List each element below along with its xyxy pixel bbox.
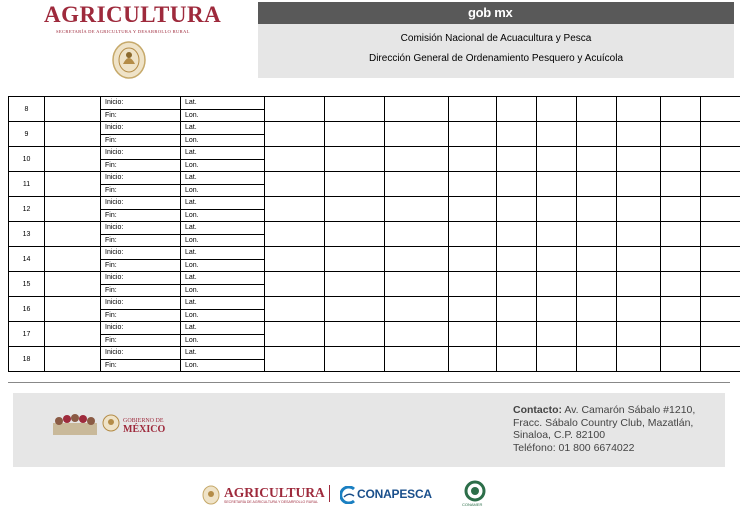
conapesca-logo-icon <box>340 486 356 504</box>
logo-divider <box>329 485 330 502</box>
blank-cell[interactable] <box>577 297 617 322</box>
inicio-label: Inicio: <box>101 322 181 335</box>
blank-cell[interactable] <box>617 272 661 297</box>
blank-cell[interactable] <box>617 147 661 172</box>
inicio-label: Inicio: <box>101 97 181 110</box>
blank-cell[interactable] <box>325 247 385 272</box>
blank-cell[interactable] <box>325 322 385 347</box>
fin-label: Fin: <box>101 259 181 272</box>
blank-cell[interactable] <box>617 97 661 122</box>
table-row <box>9 322 740 335</box>
blank-cell[interactable] <box>537 322 577 347</box>
lon-label: Lon. <box>181 284 265 297</box>
blank-cell[interactable] <box>497 297 537 322</box>
blank-cell[interactable] <box>449 247 497 272</box>
lat-label: Lat. <box>181 197 265 210</box>
contact-address: Av. Camarón Sábalo #1210, Fracc. Sábalo Country Club, Mazatlán, Sinaloa, C.P. 82100 <box>513 404 696 441</box>
table-row <box>9 347 740 360</box>
blank-cell[interactable] <box>449 297 497 322</box>
table-row <box>9 272 740 285</box>
blank-cell[interactable] <box>325 222 385 247</box>
blank-cell[interactable] <box>577 97 617 122</box>
blank-cell[interactable] <box>45 197 101 222</box>
agricultura-label: AGRICULTURA <box>224 485 325 500</box>
blank-cell[interactable] <box>325 147 385 172</box>
blank-cell[interactable] <box>617 247 661 272</box>
blank-cell[interactable] <box>325 122 385 147</box>
lon-label: Lon. <box>181 334 265 347</box>
blank-cell[interactable] <box>537 172 577 197</box>
inicio-label: Inicio: <box>101 222 181 235</box>
fin-label: Fin: <box>101 134 181 147</box>
blank-cell[interactable] <box>577 272 617 297</box>
blank-cell[interactable] <box>265 347 325 372</box>
inicio-label: Inicio: <box>101 272 181 285</box>
blank-cell[interactable] <box>265 297 325 322</box>
fin-label: Fin: <box>101 184 181 197</box>
blank-cell[interactable] <box>661 147 701 172</box>
blank-cell[interactable] <box>265 147 325 172</box>
blank-cell[interactable] <box>701 122 740 147</box>
table-row <box>9 297 740 310</box>
blank-cell[interactable] <box>449 222 497 247</box>
fin-label: Fin: <box>101 234 181 247</box>
blank-cell[interactable] <box>265 322 325 347</box>
national-seal-icon <box>110 40 148 80</box>
gob-mx-logo[interactable]: gob mx <box>468 5 513 20</box>
blank-cell[interactable] <box>497 97 537 122</box>
blank-cell[interactable] <box>537 222 577 247</box>
row-number: 8 <box>9 97 45 122</box>
table-row <box>9 222 740 235</box>
agricultura-sublabel: SECRETARÍA DE AGRICULTURA Y DESARROLLO RURAL <box>224 500 319 504</box>
lon-label: Lon. <box>181 359 265 372</box>
blank-cell[interactable] <box>661 122 701 147</box>
blank-cell[interactable] <box>701 272 740 297</box>
blank-cell[interactable] <box>325 172 385 197</box>
contact-phone[interactable]: Teléfono: 01 800 6674022 <box>513 441 635 454</box>
lon-label: Lon. <box>181 234 265 247</box>
blank-cell[interactable] <box>45 97 101 122</box>
blank-cell[interactable] <box>385 247 449 272</box>
blank-cell[interactable] <box>701 147 740 172</box>
lat-label: Lat. <box>181 322 265 335</box>
blank-cell[interactable] <box>449 97 497 122</box>
blank-cell[interactable] <box>701 97 740 122</box>
blank-cell[interactable] <box>449 172 497 197</box>
row-number: 15 <box>9 272 45 297</box>
blank-cell[interactable] <box>45 247 101 272</box>
row-number: 10 <box>9 147 45 172</box>
lon-label: Lon. <box>181 309 265 322</box>
blank-cell[interactable] <box>661 197 701 222</box>
lat-label: Lat. <box>181 247 265 260</box>
row-number: 11 <box>9 172 45 197</box>
blank-cell[interactable] <box>325 97 385 122</box>
blank-cell[interactable] <box>45 222 101 247</box>
fin-label: Fin: <box>101 309 181 322</box>
contact-info <box>513 404 723 454</box>
lon-label: Lon. <box>181 134 265 147</box>
blank-cell[interactable] <box>617 347 661 372</box>
gob-mx-bar <box>258 2 734 24</box>
blank-cell[interactable] <box>661 247 701 272</box>
blank-cell[interactable] <box>449 347 497 372</box>
blank-cell[interactable] <box>577 222 617 247</box>
blank-cell[interactable] <box>385 122 449 147</box>
blank-cell[interactable] <box>45 147 101 172</box>
blank-cell[interactable] <box>497 122 537 147</box>
row-number: 18 <box>9 347 45 372</box>
blank-cell[interactable] <box>617 197 661 222</box>
table-row <box>9 197 740 210</box>
agricultura-partner-logo <box>202 484 325 506</box>
lon-label: Lon. <box>181 259 265 272</box>
gov-header-panel <box>258 2 734 78</box>
blank-cell[interactable] <box>661 222 701 247</box>
blank-cell[interactable] <box>45 272 101 297</box>
blank-cell[interactable] <box>701 347 740 372</box>
blank-cell[interactable] <box>265 172 325 197</box>
table-row <box>9 147 740 160</box>
blank-cell[interactable] <box>325 272 385 297</box>
fin-label: Fin: <box>101 359 181 372</box>
blank-cell[interactable] <box>577 147 617 172</box>
blank-cell[interactable] <box>537 272 577 297</box>
blank-cell[interactable] <box>537 122 577 147</box>
conapesca-logo <box>340 483 440 507</box>
blank-cell[interactable] <box>449 197 497 222</box>
table-row <box>9 172 740 185</box>
contact-footer <box>13 393 725 467</box>
blank-cell[interactable] <box>385 147 449 172</box>
row-number: 17 <box>9 322 45 347</box>
blank-cell[interactable] <box>497 272 537 297</box>
lon-label: Lon. <box>181 159 265 172</box>
blank-cell[interactable] <box>385 172 449 197</box>
national-seal-icon <box>202 485 220 505</box>
lat-label: Lat. <box>181 272 265 285</box>
blank-cell[interactable] <box>577 347 617 372</box>
eagle-emblem-icon <box>103 415 119 431</box>
blank-cell[interactable] <box>449 272 497 297</box>
fin-label: Fin: <box>101 209 181 222</box>
gobierno-mexico-logo <box>53 409 183 437</box>
blank-cell[interactable] <box>617 322 661 347</box>
fin-label: Fin: <box>101 284 181 297</box>
brand-subtitle: SECRETARÍA DE AGRICULTURA Y DESARROLLO RURAL <box>56 29 190 34</box>
blank-cell[interactable] <box>385 97 449 122</box>
blank-cell[interactable] <box>701 297 740 322</box>
inicio-label: Inicio: <box>101 247 181 260</box>
conamer-label: CONAMER <box>462 502 483 507</box>
blank-cell[interactable] <box>385 297 449 322</box>
blank-cell[interactable] <box>45 172 101 197</box>
blank-cell[interactable] <box>497 347 537 372</box>
blank-cell[interactable] <box>701 322 740 347</box>
blank-cell[interactable] <box>537 97 577 122</box>
blank-cell[interactable] <box>265 272 325 297</box>
heroes-logo-icon <box>53 414 97 435</box>
blank-cell[interactable] <box>617 297 661 322</box>
blank-cell[interactable] <box>617 122 661 147</box>
blank-cell[interactable] <box>45 322 101 347</box>
lon-label: Lon. <box>181 209 265 222</box>
lat-label: Lat. <box>181 97 265 110</box>
blank-cell[interactable] <box>45 297 101 322</box>
inicio-label: Inicio: <box>101 347 181 360</box>
blank-cell[interactable] <box>497 197 537 222</box>
lon-label: Lon. <box>181 184 265 197</box>
blank-cell[interactable] <box>45 122 101 147</box>
blank-cell[interactable] <box>661 272 701 297</box>
contact-label: Contacto: <box>513 404 562 416</box>
row-number: 14 <box>9 247 45 272</box>
blank-cell[interactable] <box>661 172 701 197</box>
lat-label: Lat. <box>181 122 265 135</box>
inicio-label: Inicio: <box>101 297 181 310</box>
blank-cell[interactable] <box>265 222 325 247</box>
lat-label: Lat. <box>181 222 265 235</box>
agricultura-logo <box>44 2 224 82</box>
gov-logo-country: MÉXICO <box>123 424 166 435</box>
row-number: 9 <box>9 122 45 147</box>
blank-cell[interactable] <box>701 222 740 247</box>
blank-cell[interactable] <box>661 347 701 372</box>
blank-cell[interactable] <box>265 197 325 222</box>
blank-cell[interactable] <box>577 122 617 147</box>
blank-cell[interactable] <box>325 297 385 322</box>
blank-cell[interactable] <box>497 247 537 272</box>
blank-cell[interactable] <box>701 247 740 272</box>
lat-label: Lat. <box>181 172 265 185</box>
row-number: 12 <box>9 197 45 222</box>
table-row <box>9 122 740 135</box>
blank-cell[interactable] <box>449 122 497 147</box>
table-row <box>9 247 740 260</box>
blank-cell[interactable] <box>537 197 577 222</box>
blank-cell[interactable] <box>497 322 537 347</box>
blank-cell[interactable] <box>537 147 577 172</box>
blank-cell[interactable] <box>385 322 449 347</box>
conamer-logo-icon <box>464 480 486 502</box>
conapesca-label: CONAPESCA <box>357 487 432 501</box>
brand-title: AGRICULTURA <box>44 2 222 27</box>
gov-logo-title: GOBIERNO DE <box>123 418 164 424</box>
blank-cell[interactable] <box>617 172 661 197</box>
lat-label: Lat. <box>181 347 265 360</box>
partner-logos <box>0 480 740 510</box>
agency-name: Comisión Nacional de Acuacultura y Pesca <box>400 33 592 44</box>
blank-cell[interactable] <box>577 172 617 197</box>
divider <box>8 382 730 383</box>
inicio-label: Inicio: <box>101 197 181 210</box>
blank-cell[interactable] <box>537 297 577 322</box>
blank-cell[interactable] <box>385 347 449 372</box>
blank-cell[interactable] <box>265 247 325 272</box>
blank-cell[interactable] <box>577 322 617 347</box>
fin-label: Fin: <box>101 159 181 172</box>
blank-cell[interactable] <box>617 222 661 247</box>
blank-cell[interactable] <box>537 247 577 272</box>
blank-cell[interactable] <box>325 347 385 372</box>
blank-cell[interactable] <box>577 247 617 272</box>
lat-label: Lat. <box>181 147 265 160</box>
inicio-label: Inicio: <box>101 147 181 160</box>
blank-cell[interactable] <box>449 322 497 347</box>
blank-cell[interactable] <box>701 172 740 197</box>
blank-cell[interactable] <box>265 122 325 147</box>
fin-label: Fin: <box>101 109 181 122</box>
blank-cell[interactable] <box>385 197 449 222</box>
agency-department: Dirección General de Ordenamiento Pesquero y Acuícola <box>368 53 624 64</box>
blank-cell[interactable] <box>701 197 740 222</box>
inicio-label: Inicio: <box>101 172 181 185</box>
blank-cell[interactable] <box>497 222 537 247</box>
blank-cell[interactable] <box>537 347 577 372</box>
blank-cell[interactable] <box>497 147 537 172</box>
fishing-log-table <box>8 96 740 372</box>
blank-cell[interactable] <box>661 297 701 322</box>
lat-label: Lat. <box>181 297 265 310</box>
blank-cell[interactable] <box>661 322 701 347</box>
inicio-label: Inicio: <box>101 122 181 135</box>
blank-cell[interactable] <box>265 97 325 122</box>
lon-label: Lon. <box>181 109 265 122</box>
blank-cell[interactable] <box>661 97 701 122</box>
blank-cell[interactable] <box>449 147 497 172</box>
blank-cell[interactable] <box>385 222 449 247</box>
row-number: 16 <box>9 297 45 322</box>
blank-cell[interactable] <box>577 197 617 222</box>
blank-cell[interactable] <box>325 197 385 222</box>
blank-cell[interactable] <box>45 347 101 372</box>
conamer-logo <box>460 480 490 510</box>
fin-label: Fin: <box>101 334 181 347</box>
table-row <box>9 97 740 110</box>
blank-cell[interactable] <box>497 172 537 197</box>
row-number: 13 <box>9 222 45 247</box>
blank-cell[interactable] <box>385 272 449 297</box>
